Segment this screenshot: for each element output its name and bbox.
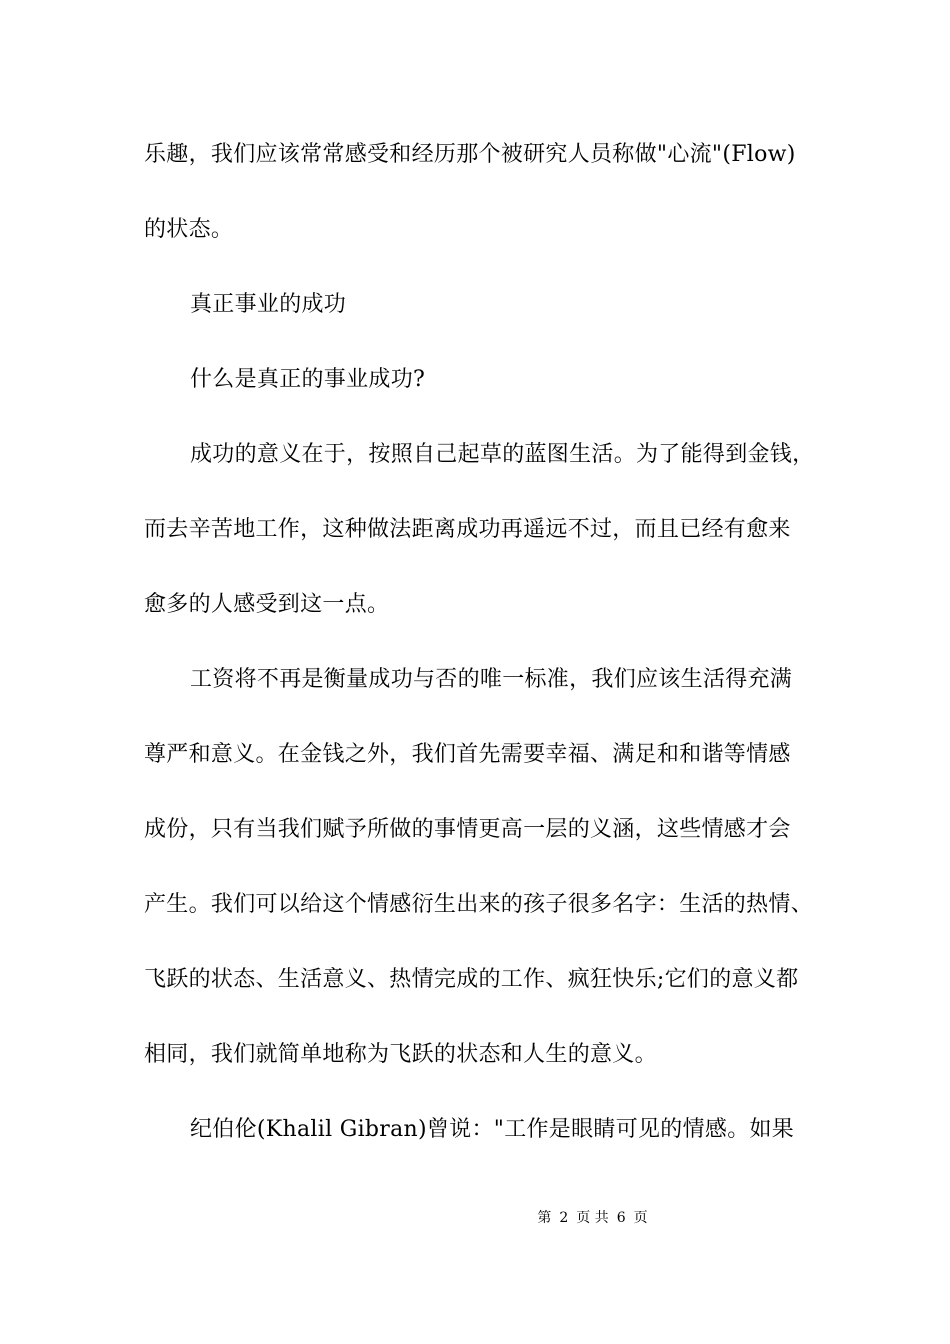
section-heading: 真正事业的成功 — [190, 292, 347, 317]
body-line-5: 成功的意义在于，按照自己起草的蓝图生活。为了能得到金钱， — [190, 442, 815, 467]
footer-total-pages: 6 — [616, 1210, 626, 1226]
body-line-6: 而去辛苦地工作，这种做法距离成功再遥远不过，而且已经有愈来 — [144, 517, 791, 542]
body-line-11: 产生。我们可以给这个情感衍生出来的孩子很多名字：生活的热情、 — [144, 892, 814, 917]
body-line-12: 飞跃的状态、生活意义、热情完成的工作、疯狂快乐;它们的意义都 — [144, 967, 799, 992]
question-line: 什么是真正的事业成功? — [190, 367, 426, 392]
body-line-1: 乐趣，我们应该常常感受和经历那个被研究人员称做"心流"(Flow) — [144, 142, 796, 167]
body-line-13: 相同，我们就简单地称为飞跃的状态和人生的意义。 — [144, 1042, 657, 1067]
footer-suffix: 页 — [633, 1210, 648, 1226]
body-line-9: 尊严和意义。在金钱之外，我们首先需要幸福、满足和和谐等情感 — [144, 742, 791, 767]
body-line-8: 工资将不再是衡量成功与否的唯一标准，我们应该生活得充满 — [190, 667, 793, 692]
footer-page-number: 2 — [559, 1210, 569, 1226]
page-footer — [0, 1208, 950, 1228]
body-line-10: 成份，只有当我们赋予所做的事情更高一层的义涵，这些情感才会 — [144, 817, 791, 842]
body-line-2: 的状态。 — [144, 217, 234, 242]
body-line-14: 纪伯伦(Khalil Gibran)曾说："工作是眼睛可见的情感。如果 — [190, 1117, 795, 1142]
footer-prefix: 第 — [537, 1210, 552, 1226]
body-line-7: 愈多的人感受到这一点。 — [144, 592, 390, 617]
footer-middle: 页 共 — [576, 1210, 609, 1226]
